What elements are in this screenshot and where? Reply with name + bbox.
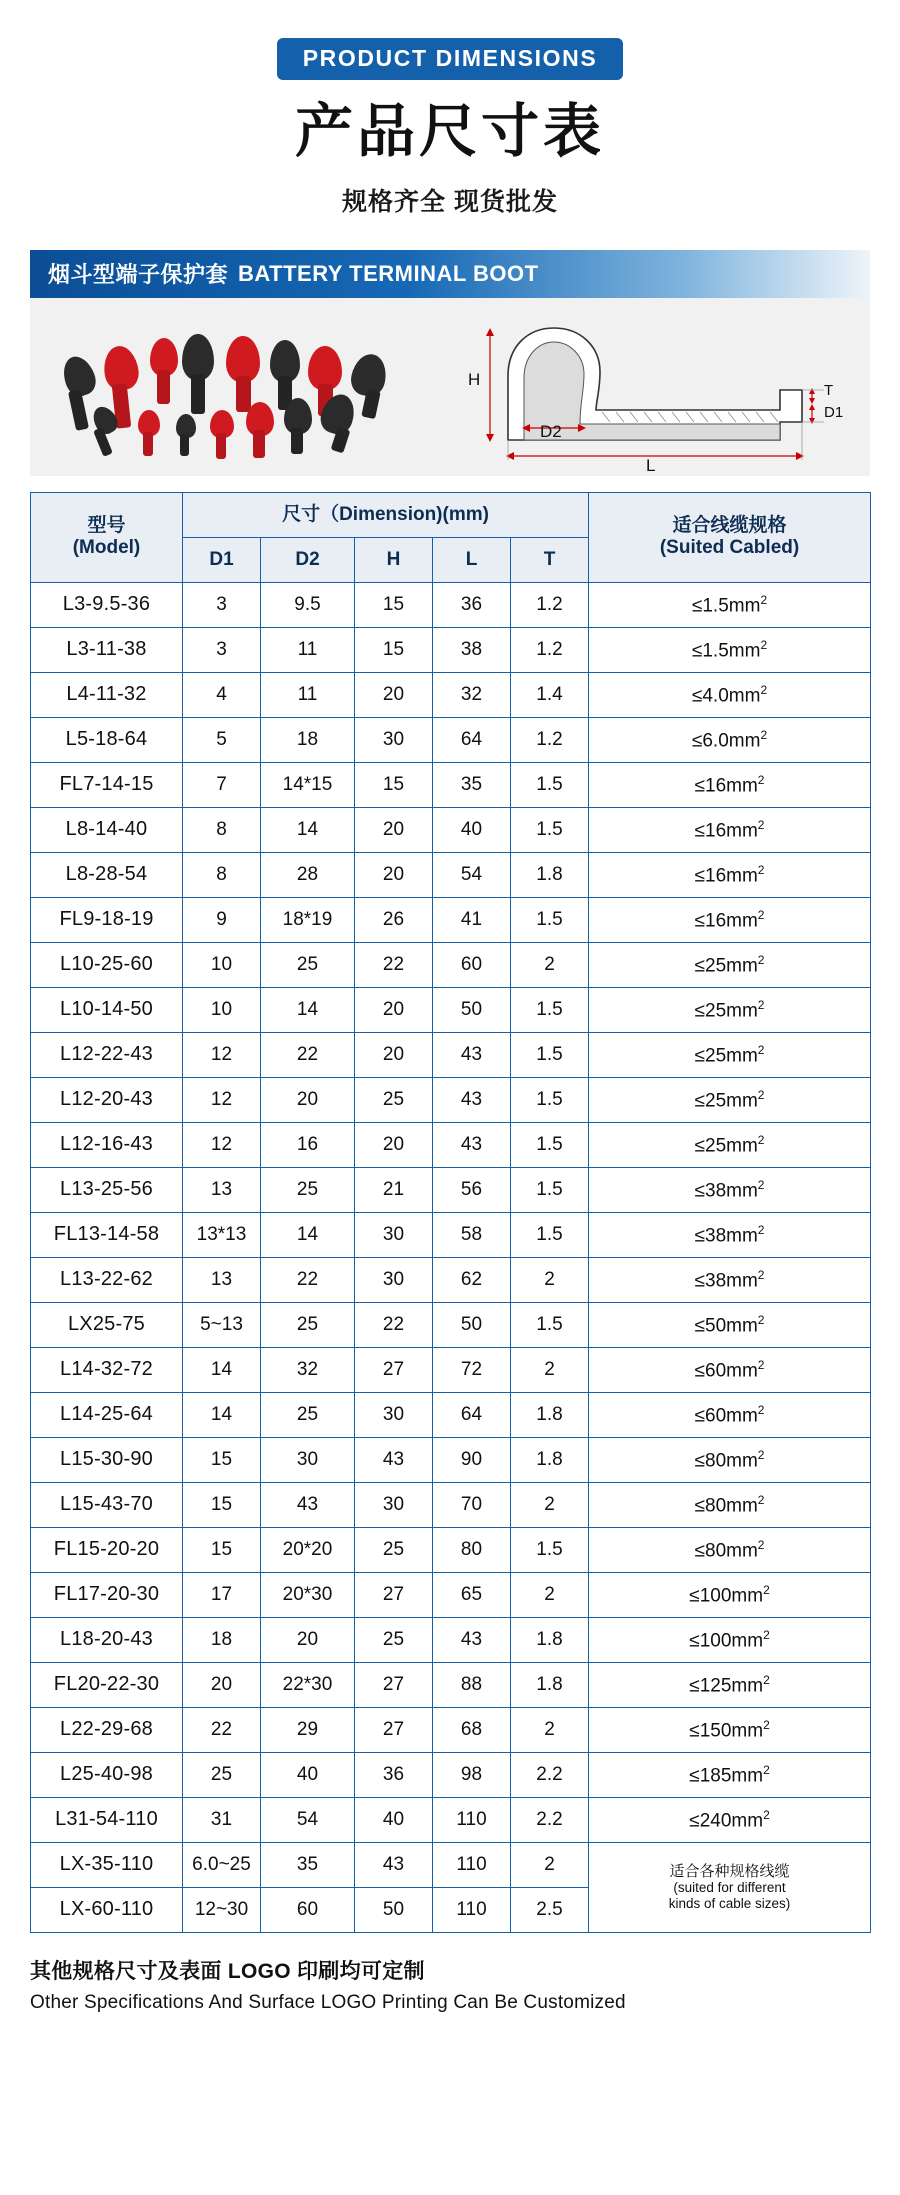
cell-h: 20 bbox=[355, 672, 433, 717]
cell-t: 2 bbox=[511, 1572, 589, 1617]
cell-t: 2.2 bbox=[511, 1797, 589, 1842]
table-row bbox=[31, 1797, 871, 1842]
cell-d2: 22 bbox=[261, 1032, 355, 1077]
cell-suited: $\le 16mm^2$ bbox=[589, 762, 871, 807]
cell-t: 1.8 bbox=[511, 1437, 589, 1482]
product-photo bbox=[30, 298, 450, 476]
cell-model: LX-60-110 bbox=[31, 1887, 183, 1932]
cell-l: 72 bbox=[433, 1347, 511, 1392]
cell-d1: 12 bbox=[183, 1032, 261, 1077]
cell-model: L5-18-64 bbox=[31, 717, 183, 762]
diagram-label-l: L bbox=[646, 455, 656, 475]
header-suited-en: (Suited Cabled) bbox=[659, 537, 800, 559]
cell-d2: 14 bbox=[261, 1212, 355, 1257]
header-t: T bbox=[511, 537, 589, 582]
cell-t: 1.4 bbox=[511, 672, 589, 717]
cell-model: L14-25-64 bbox=[31, 1392, 183, 1437]
footer-note-en: Other Specifications And Surface LOGO Printing Can Be Customized bbox=[30, 1991, 626, 2013]
cell-t: 1.5 bbox=[511, 1122, 589, 1167]
table-row bbox=[31, 1482, 871, 1527]
cell-d2: 20 bbox=[261, 1077, 355, 1122]
cell-t: 2 bbox=[511, 942, 589, 987]
cell-t: 2 bbox=[511, 1257, 589, 1302]
cell-l: 64 bbox=[433, 1392, 511, 1437]
table-row bbox=[31, 1212, 871, 1257]
cell-d1: 18 bbox=[183, 1617, 261, 1662]
diagram-label-h: H bbox=[468, 369, 481, 389]
cell-d2: 16 bbox=[261, 1122, 355, 1167]
table-row bbox=[31, 807, 871, 852]
cell-suited: $\le 38mm^2$ bbox=[589, 1257, 871, 1302]
section-title-en: BATTERY TERMINAL BOOT bbox=[238, 260, 539, 286]
cell-model: FL13-14-58 bbox=[31, 1212, 183, 1257]
cell-t: 2 bbox=[511, 1347, 589, 1392]
cell-h: 22 bbox=[355, 1302, 433, 1347]
cell-h: 43 bbox=[355, 1842, 433, 1887]
header-d1: D1 bbox=[183, 537, 261, 582]
cell-model: LX-35-110 bbox=[31, 1842, 183, 1887]
table-row bbox=[31, 942, 871, 987]
cell-d2: 18 bbox=[261, 717, 355, 762]
cell-d1: 13*13 bbox=[183, 1212, 261, 1257]
cell-d1: 5 bbox=[183, 717, 261, 762]
cell-t: 1.8 bbox=[511, 1662, 589, 1707]
cell-l: 50 bbox=[433, 987, 511, 1032]
cell-h: 27 bbox=[355, 1707, 433, 1752]
cell-h: 25 bbox=[355, 1077, 433, 1122]
table-row bbox=[31, 1392, 871, 1437]
cell-t: 1.2 bbox=[511, 717, 589, 762]
cell-d1: 8 bbox=[183, 807, 261, 852]
cell-l: 35 bbox=[433, 762, 511, 807]
cell-t: 1.5 bbox=[511, 807, 589, 852]
diagram-label-d2: D2 bbox=[540, 421, 562, 441]
cell-d2: 30 bbox=[261, 1437, 355, 1482]
cell-d1: 15 bbox=[183, 1527, 261, 1572]
cell-d2: 14*15 bbox=[261, 762, 355, 807]
cell-model: L18-20-43 bbox=[31, 1617, 183, 1662]
cell-model: FL20-22-30 bbox=[31, 1662, 183, 1707]
cell-d2: 11 bbox=[261, 672, 355, 717]
cell-t: 2.2 bbox=[511, 1752, 589, 1797]
dimensions-table bbox=[30, 492, 871, 1933]
cell-l: 60 bbox=[433, 942, 511, 987]
cell-h: 27 bbox=[355, 1572, 433, 1617]
cell-h: 20 bbox=[355, 987, 433, 1032]
cell-h: 25 bbox=[355, 1617, 433, 1662]
cell-h: 40 bbox=[355, 1797, 433, 1842]
cell-suited: $\le 60mm^2$ bbox=[589, 1347, 871, 1392]
cell-h: 20 bbox=[355, 852, 433, 897]
cell-model: L15-43-70 bbox=[31, 1482, 183, 1527]
cell-suited: $\le 100mm^2$ bbox=[589, 1617, 871, 1662]
cell-d2: 43 bbox=[261, 1482, 355, 1527]
table-row bbox=[31, 1572, 871, 1617]
cell-d2: 25 bbox=[261, 1167, 355, 1212]
cell-l: 68 bbox=[433, 1707, 511, 1752]
cell-d1: 13 bbox=[183, 1257, 261, 1302]
product-illustration-row bbox=[30, 298, 870, 476]
cell-suited: $\le 80mm^2$ bbox=[589, 1437, 871, 1482]
cell-model: FL9-18-19 bbox=[31, 897, 183, 942]
cell-l: 38 bbox=[433, 627, 511, 672]
cell-suited: $\le 80mm^2$ bbox=[589, 1482, 871, 1527]
cell-l: 110 bbox=[433, 1797, 511, 1842]
cell-t: 1.5 bbox=[511, 1302, 589, 1347]
table-row bbox=[31, 1527, 871, 1572]
table-row bbox=[31, 627, 871, 672]
cell-h: 25 bbox=[355, 1527, 433, 1572]
cell-l: 70 bbox=[433, 1482, 511, 1527]
cell-suited: $\le 16mm^2$ bbox=[589, 897, 871, 942]
cell-t: 1.5 bbox=[511, 1527, 589, 1572]
cell-l: 98 bbox=[433, 1752, 511, 1797]
cell-l: 36 bbox=[433, 582, 511, 627]
cell-d2: 25 bbox=[261, 1302, 355, 1347]
cell-t: 1.8 bbox=[511, 852, 589, 897]
cell-l: 43 bbox=[433, 1077, 511, 1122]
cell-h: 30 bbox=[355, 1482, 433, 1527]
section-header-bar bbox=[30, 250, 870, 298]
cell-model: L3-11-38 bbox=[31, 627, 183, 672]
header-h: H bbox=[355, 537, 433, 582]
table-row bbox=[31, 717, 871, 762]
table-row bbox=[31, 1437, 871, 1482]
cell-h: 27 bbox=[355, 1347, 433, 1392]
cell-suited: $\le 25mm^2$ bbox=[589, 987, 871, 1032]
cell-suited: $\le 125mm^2$ bbox=[589, 1662, 871, 1707]
table-row bbox=[31, 987, 871, 1032]
cell-d2: 22*30 bbox=[261, 1662, 355, 1707]
cell-t: 2.5 bbox=[511, 1887, 589, 1932]
cell-suited: $\le 25mm^2$ bbox=[589, 942, 871, 987]
cell-l: 58 bbox=[433, 1212, 511, 1257]
cell-l: 110 bbox=[433, 1842, 511, 1887]
cell-h: 21 bbox=[355, 1167, 433, 1212]
cell-l: 54 bbox=[433, 852, 511, 897]
cell-l: 40 bbox=[433, 807, 511, 852]
cell-l: 88 bbox=[433, 1662, 511, 1707]
cell-l: 62 bbox=[433, 1257, 511, 1302]
table-row bbox=[31, 1662, 871, 1707]
cell-d2: 22 bbox=[261, 1257, 355, 1302]
cell-d2: 54 bbox=[261, 1797, 355, 1842]
table-body bbox=[31, 582, 871, 1932]
table-row bbox=[31, 1302, 871, 1347]
cell-t: 1.2 bbox=[511, 582, 589, 627]
cell-suited: $\le 4.0mm^2$ bbox=[589, 672, 871, 717]
cell-suited: $\le 80mm^2$ bbox=[589, 1527, 871, 1572]
cell-suited: $\le 1.5mm^2$ bbox=[589, 582, 871, 627]
cell-l: 50 bbox=[433, 1302, 511, 1347]
cell-h: 20 bbox=[355, 807, 433, 852]
cell-d1: 25 bbox=[183, 1752, 261, 1797]
cell-d2: 14 bbox=[261, 807, 355, 852]
cell-model: LX25-75 bbox=[31, 1302, 183, 1347]
cell-d2: 20*30 bbox=[261, 1572, 355, 1617]
header-badge-container bbox=[30, 0, 870, 80]
cell-t: 1.5 bbox=[511, 1077, 589, 1122]
boot-cross-section-svg bbox=[450, 298, 870, 476]
cell-t: 1.8 bbox=[511, 1617, 589, 1662]
table-row bbox=[31, 1347, 871, 1392]
cell-d1: 17 bbox=[183, 1572, 261, 1617]
table-row bbox=[31, 672, 871, 717]
table-row bbox=[31, 897, 871, 942]
cell-d2: 60 bbox=[261, 1887, 355, 1932]
table-row bbox=[31, 1842, 871, 1887]
cell-l: 32 bbox=[433, 672, 511, 717]
cell-t: 1.5 bbox=[511, 1212, 589, 1257]
cell-suited: $\le 25mm^2$ bbox=[589, 1032, 871, 1077]
cell-l: 110 bbox=[433, 1887, 511, 1932]
cell-h: 22 bbox=[355, 942, 433, 987]
cell-suited: $\le 16mm^2$ bbox=[589, 807, 871, 852]
header-model bbox=[31, 492, 183, 582]
cell-model: L12-20-43 bbox=[31, 1077, 183, 1122]
cell-d2: 32 bbox=[261, 1347, 355, 1392]
cell-model: L8-28-54 bbox=[31, 852, 183, 897]
cell-model: L22-29-68 bbox=[31, 1707, 183, 1752]
diagram-label-t: T bbox=[824, 381, 834, 399]
cell-h: 30 bbox=[355, 717, 433, 762]
cell-model: L15-30-90 bbox=[31, 1437, 183, 1482]
cell-d1: 20 bbox=[183, 1662, 261, 1707]
table-header bbox=[31, 492, 871, 582]
cell-model: L25-40-98 bbox=[31, 1752, 183, 1797]
cell-l: 65 bbox=[433, 1572, 511, 1617]
cell-d1: 10 bbox=[183, 942, 261, 987]
cell-suited: $\le 60mm^2$ bbox=[589, 1392, 871, 1437]
cell-h: 15 bbox=[355, 762, 433, 807]
table-row bbox=[31, 1167, 871, 1212]
cell-d2: 28 bbox=[261, 852, 355, 897]
cell-d2: 18*19 bbox=[261, 897, 355, 942]
cell-l: 43 bbox=[433, 1617, 511, 1662]
page-title: 产品尺寸表 bbox=[294, 99, 605, 164]
cell-d2: 9.5 bbox=[261, 582, 355, 627]
cell-d1: 9 bbox=[183, 897, 261, 942]
cell-h: 15 bbox=[355, 627, 433, 672]
cell-suited: $\le 150mm^2$ bbox=[589, 1707, 871, 1752]
cell-suited: $\le 100mm^2$ bbox=[589, 1572, 871, 1617]
cell-h: 20 bbox=[355, 1032, 433, 1077]
header-l: L bbox=[433, 537, 511, 582]
cell-d1: 15 bbox=[183, 1482, 261, 1527]
cell-d2: 14 bbox=[261, 987, 355, 1032]
section-title-cn: 烟斗型端子保护套 bbox=[48, 262, 229, 288]
cell-model: L13-25-56 bbox=[31, 1167, 183, 1212]
footer-note bbox=[30, 1955, 870, 2044]
cell-suited: $\le 1.5mm^2$ bbox=[589, 627, 871, 672]
cell-d1: 12 bbox=[183, 1077, 261, 1122]
table-row bbox=[31, 1752, 871, 1797]
cell-model: L14-32-72 bbox=[31, 1347, 183, 1392]
cell-h: 26 bbox=[355, 897, 433, 942]
cell-h: 15 bbox=[355, 582, 433, 627]
cell-l: 43 bbox=[433, 1122, 511, 1167]
cell-t: 1.5 bbox=[511, 987, 589, 1032]
cell-d1: 13 bbox=[183, 1167, 261, 1212]
cell-model: L31-54-110 bbox=[31, 1797, 183, 1842]
table-row bbox=[31, 1122, 871, 1167]
cell-l: 56 bbox=[433, 1167, 511, 1212]
table-row bbox=[31, 1077, 871, 1122]
cell-h: 27 bbox=[355, 1662, 433, 1707]
header-suited bbox=[589, 492, 871, 582]
technical-diagram bbox=[450, 298, 870, 476]
cell-model: L10-14-50 bbox=[31, 987, 183, 1032]
header-dimension-group: 尺寸（Dimension)(mm) bbox=[183, 492, 589, 537]
cell-l: 43 bbox=[433, 1032, 511, 1077]
cell-d2: 29 bbox=[261, 1707, 355, 1752]
table-row bbox=[31, 852, 871, 897]
table-header-row-1 bbox=[31, 492, 871, 537]
cell-d2: 25 bbox=[261, 1392, 355, 1437]
cell-t: 1.5 bbox=[511, 1032, 589, 1077]
cell-suited: $\le 25mm^2$ bbox=[589, 1122, 871, 1167]
cell-model: L3-9.5-36 bbox=[31, 582, 183, 627]
cell-d1: 12 bbox=[183, 1122, 261, 1167]
cell-l: 80 bbox=[433, 1527, 511, 1572]
header-d2: D2 bbox=[261, 537, 355, 582]
cell-d2: 40 bbox=[261, 1752, 355, 1797]
cell-d1: 5~13 bbox=[183, 1302, 261, 1347]
cell-t: 1.5 bbox=[511, 897, 589, 942]
table-row bbox=[31, 1257, 871, 1302]
table-row bbox=[31, 762, 871, 807]
cell-t: 1.8 bbox=[511, 1392, 589, 1437]
cell-h: 30 bbox=[355, 1212, 433, 1257]
cell-suited: $\le 16mm^2$ bbox=[589, 852, 871, 897]
cell-h: 50 bbox=[355, 1887, 433, 1932]
product-dimensions-badge: PRODUCT DIMENSIONS bbox=[277, 38, 624, 80]
cell-h: 30 bbox=[355, 1257, 433, 1302]
header-model-en: (Model) bbox=[72, 537, 141, 559]
cell-d1: 15 bbox=[183, 1437, 261, 1482]
cell-model: FL15-20-20 bbox=[31, 1527, 183, 1572]
cell-model: L12-16-43 bbox=[31, 1122, 183, 1167]
cell-suited: 适合各种规格线缆 (suited for different kinds of cable sizes) bbox=[589, 1842, 871, 1932]
table-row bbox=[31, 1617, 871, 1662]
footer-note-cn: 其他规格尺寸及表面 LOGO 印刷均可定制 bbox=[30, 1959, 425, 1983]
cell-d1: 14 bbox=[183, 1392, 261, 1437]
cell-t: 1.5 bbox=[511, 1167, 589, 1212]
cell-h: 30 bbox=[355, 1392, 433, 1437]
cell-d1: 4 bbox=[183, 672, 261, 717]
cell-d2: 20*20 bbox=[261, 1527, 355, 1572]
cell-model: FL17-20-30 bbox=[31, 1572, 183, 1617]
diagram-label-d1: D1 bbox=[824, 403, 844, 421]
table-row bbox=[31, 582, 871, 627]
cell-l: 64 bbox=[433, 717, 511, 762]
cell-d1: 10 bbox=[183, 987, 261, 1032]
cell-h: 36 bbox=[355, 1752, 433, 1797]
cell-t: 2 bbox=[511, 1482, 589, 1527]
header-suited-cn: 适合线缆规格 bbox=[672, 515, 787, 537]
cell-d1: 8 bbox=[183, 852, 261, 897]
cell-l: 90 bbox=[433, 1437, 511, 1482]
cell-suited: $\le 25mm^2$ bbox=[589, 1077, 871, 1122]
cell-t: 2 bbox=[511, 1707, 589, 1752]
cell-l: 41 bbox=[433, 897, 511, 942]
cell-model: L10-25-60 bbox=[31, 942, 183, 987]
cell-t: 2 bbox=[511, 1842, 589, 1887]
header-model-cn: 型号 bbox=[87, 515, 126, 537]
cell-d1: 14 bbox=[183, 1347, 261, 1392]
cell-model: FL7-14-15 bbox=[31, 762, 183, 807]
cell-d1: 12~30 bbox=[183, 1887, 261, 1932]
cell-t: 1.5 bbox=[511, 762, 589, 807]
cell-suited: $\le 185mm^2$ bbox=[589, 1752, 871, 1797]
cell-suited: $\le 6.0mm^2$ bbox=[589, 717, 871, 762]
cell-d2: 11 bbox=[261, 627, 355, 672]
cell-d2: 20 bbox=[261, 1617, 355, 1662]
cell-model: L13-22-62 bbox=[31, 1257, 183, 1302]
cell-d1: 6.0~25 bbox=[183, 1842, 261, 1887]
page-subtitle: 规格齐全 现货批发 bbox=[342, 187, 558, 216]
cell-d1: 3 bbox=[183, 582, 261, 627]
cell-model: L12-22-43 bbox=[31, 1032, 183, 1077]
cell-d1: 31 bbox=[183, 1797, 261, 1842]
cell-suited: $\le 38mm^2$ bbox=[589, 1212, 871, 1257]
cell-d2: 35 bbox=[261, 1842, 355, 1887]
cell-suited: $\le 50mm^2$ bbox=[589, 1302, 871, 1347]
cell-h: 43 bbox=[355, 1437, 433, 1482]
table-row bbox=[31, 1032, 871, 1077]
cell-d1: 3 bbox=[183, 627, 261, 672]
cell-t: 1.2 bbox=[511, 627, 589, 672]
cell-model: L8-14-40 bbox=[31, 807, 183, 852]
cell-h: 20 bbox=[355, 1122, 433, 1167]
cell-d1: 7 bbox=[183, 762, 261, 807]
cell-d1: 22 bbox=[183, 1707, 261, 1752]
cell-model: L4-11-32 bbox=[31, 672, 183, 717]
cell-d2: 25 bbox=[261, 942, 355, 987]
cell-suited: $\le 38mm^2$ bbox=[589, 1167, 871, 1212]
cell-suited: $\le 240mm^2$ bbox=[589, 1797, 871, 1842]
table-row bbox=[31, 1707, 871, 1752]
